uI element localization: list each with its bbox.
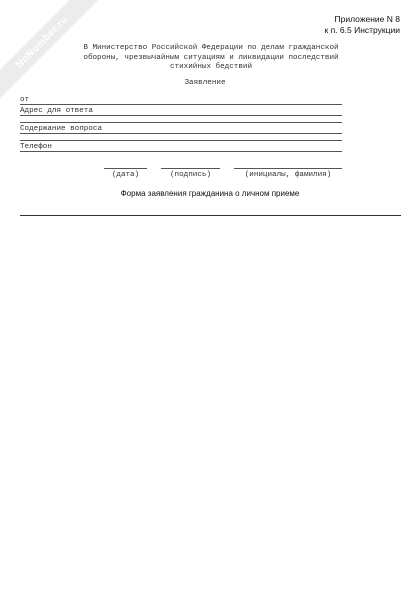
address-line: [20, 115, 342, 116]
signature-line[interactable]: [161, 168, 220, 169]
date-caption: (дата): [111, 171, 140, 179]
watermark-text: NoNumber.ru: [13, 13, 71, 71]
subject-field[interactable]: [20, 122, 342, 134]
addressee-line-2: обороны, чрезвычайным ситуациям и ликвидации последствий: [83, 53, 339, 62]
divider: [20, 215, 401, 216]
phone-line: [20, 151, 342, 152]
signature-caption: (подпись): [169, 171, 211, 179]
phone-field[interactable]: [20, 140, 342, 152]
addressee-block: [26, 44, 396, 73]
attachment-line-1: Приложение N 8: [334, 14, 400, 24]
name-line[interactable]: [234, 168, 342, 169]
form-caption: Форма заявления гражданина о личном приеме: [120, 189, 300, 198]
date-line[interactable]: [104, 168, 147, 169]
document-title: Заявление: [184, 79, 226, 87]
subject-line: [20, 133, 342, 134]
phone-label: Телефон: [20, 143, 55, 151]
address-label: Адрес для ответа: [20, 107, 96, 115]
subject-label: Содержание вопроса: [20, 125, 105, 133]
from-label: от: [20, 96, 32, 104]
address-field[interactable]: [20, 104, 342, 116]
attachment-note: [325, 14, 401, 36]
addressee-line-3: стихийных бедствий: [169, 63, 253, 72]
name-caption: (инициалы, фамилия): [244, 171, 332, 179]
addressee-line-1: В Министерство Российской Федерации по делам гражданской: [83, 44, 339, 52]
attachment-line-2: к п. 6.5 Инструкции: [324, 25, 400, 35]
